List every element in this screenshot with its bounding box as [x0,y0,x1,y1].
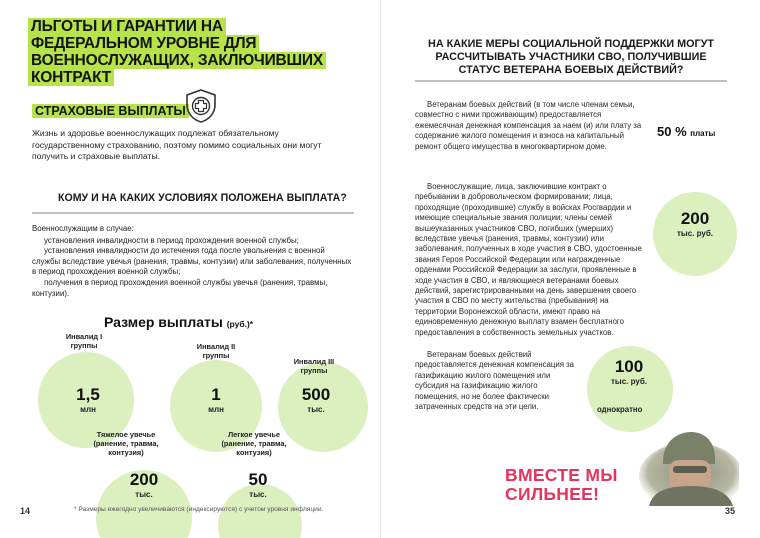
cases-intro: Военнослужащим в случае: [32,224,134,233]
payment-value: 50 [248,470,268,489]
case-item: получения в период прохождения военной службы увечья (ранения, травмы, контузии). [32,277,328,298]
payment-unit: млн [208,405,224,414]
payment-value: 500 [301,385,331,404]
payment-label: Тяжелое увечье (ранение, травма, контузия) [93,430,159,457]
case-item: установления инвалидности до истечения года после увольнения с военной службы вследствие увечья (ранения, травмы, контузии) или заболевания, полученных в период прохождения военной службы; [32,246,352,277]
payment-label: Инвалид I группы [65,332,103,350]
divider [415,80,727,82]
case-item: установления инвалидности в период прохождения военной службы; [44,235,299,245]
benefit-value: 50 % платы [657,124,716,139]
page-title: НА КАКИЕ МЕРЫ СОЦИАЛЬНОЙ ПОДДЕРЖКИ МОГУТ РАССЧИТЫВАТЬ УЧАСТНИКИ СВО, ПОЛУЧИВШИЕ СТАТУС ВЕТЕРАНА БОЕВЫХ ДЕЙСТВИЙ? [428,38,714,77]
page-title: ЛЬГОТЫ И ГАРАНТИИ НА ФЕДЕРАЛЬНОМ УРОВНЕ ДЛЯ ВОЕННОСЛУЖАЩИХ, ЗАКЛЮЧИВШИХ КОНТРАКТ [28,18,348,86]
benefit-unit: тыс. руб. [676,229,714,238]
payment-label: Инвалид II группы [196,342,236,360]
soldier-illustration [629,426,739,506]
benefit-text: Военнослужащие, лица, заключившие контракт о пребывании в добровольческом формировании; лица, проходящие (проходившие) службу в войсках Росгвардии и имеющие специальные звания полиции; члены семей вышеуказанных участников СВО, погибших (умерших) вследствие увечья (ранения, травмы, контузии) или заболевания, полученных в ходе участия в СВО, удостоенные звания Героя Российской Федерации или награжденные орденами Российской Федерации за заслуги, проявленные в ходе участия в СВО, и являющиеся ветеранами боевых действий, зарегистрированными на день завершения своего участия в СВО по месту жительства (пребывания) на территории Воронежской области, имеют право на единовременную денежную выплату взамен бесплатного предоставления в собственность земельных участков. [415,182,642,337]
benefit-unit: тыс. руб. [610,377,648,386]
payment-value: 1,5 [76,385,100,404]
payment-unit: тыс. [135,490,153,499]
insurance-heading: СТРАХОВЫЕ ВЫПЛАТЫ [32,104,189,118]
payment-label: Инвалид III группы [293,357,335,375]
insurance-intro: Жизнь и здоровье военнослужащих подлежат обязательному государственному страхованию, поэтому помимо социальных они могут получить и страховые выплаты. [32,128,322,162]
slogan: ВМЕСТЕ МЫ СИЛЬНЕЕ! [505,465,618,504]
payment-label: Легкое увечье (ранение, травма, контузия) [221,430,287,457]
page-number: 35 [725,506,736,516]
divider [32,212,354,214]
payment-value: 1 [211,385,221,404]
payment-unit: млн [80,405,96,414]
benefit-text: Ветеранам боевых действий предоставляется денежная компенсация за газификацию жилого помещения или субсидия на газификацию жилого помещения, но не более фактически затраченных средств на эти цели. [415,350,575,412]
payment-unit: тыс. [307,405,325,414]
payment-unit: тыс. [249,490,267,499]
eligibility-heading: КОМУ И НА КАКИХ УСЛОВИЯХ ПОЛОЖЕНА ВЫПЛАТА? [58,192,347,204]
benefit-value: 100 [614,357,644,376]
amount-heading: Размер выплаты (руб.)* [104,314,254,330]
eligibility-list [32,224,352,299]
shield-plus-icon [184,88,218,124]
benefit-text: Ветеранам боевых действий (в том числе членам семьи, совместно с ними проживающим) предоставляется ежемесячная денежная компенсация за наем (и) или плату за содержание жилого помещения и взноса на капитальный ремонт общего имущества в многоквартирном доме. [415,100,642,151]
payment-value: 200 [129,470,159,489]
footnote: * Размеры ежегодно увеличиваются (индексируются) с учетом уровня инфляции. [74,506,324,513]
page-number: 14 [20,506,31,516]
benefit-note: однократно [597,405,643,414]
right-page [380,0,760,538]
benefit-value: 200 [680,209,710,228]
